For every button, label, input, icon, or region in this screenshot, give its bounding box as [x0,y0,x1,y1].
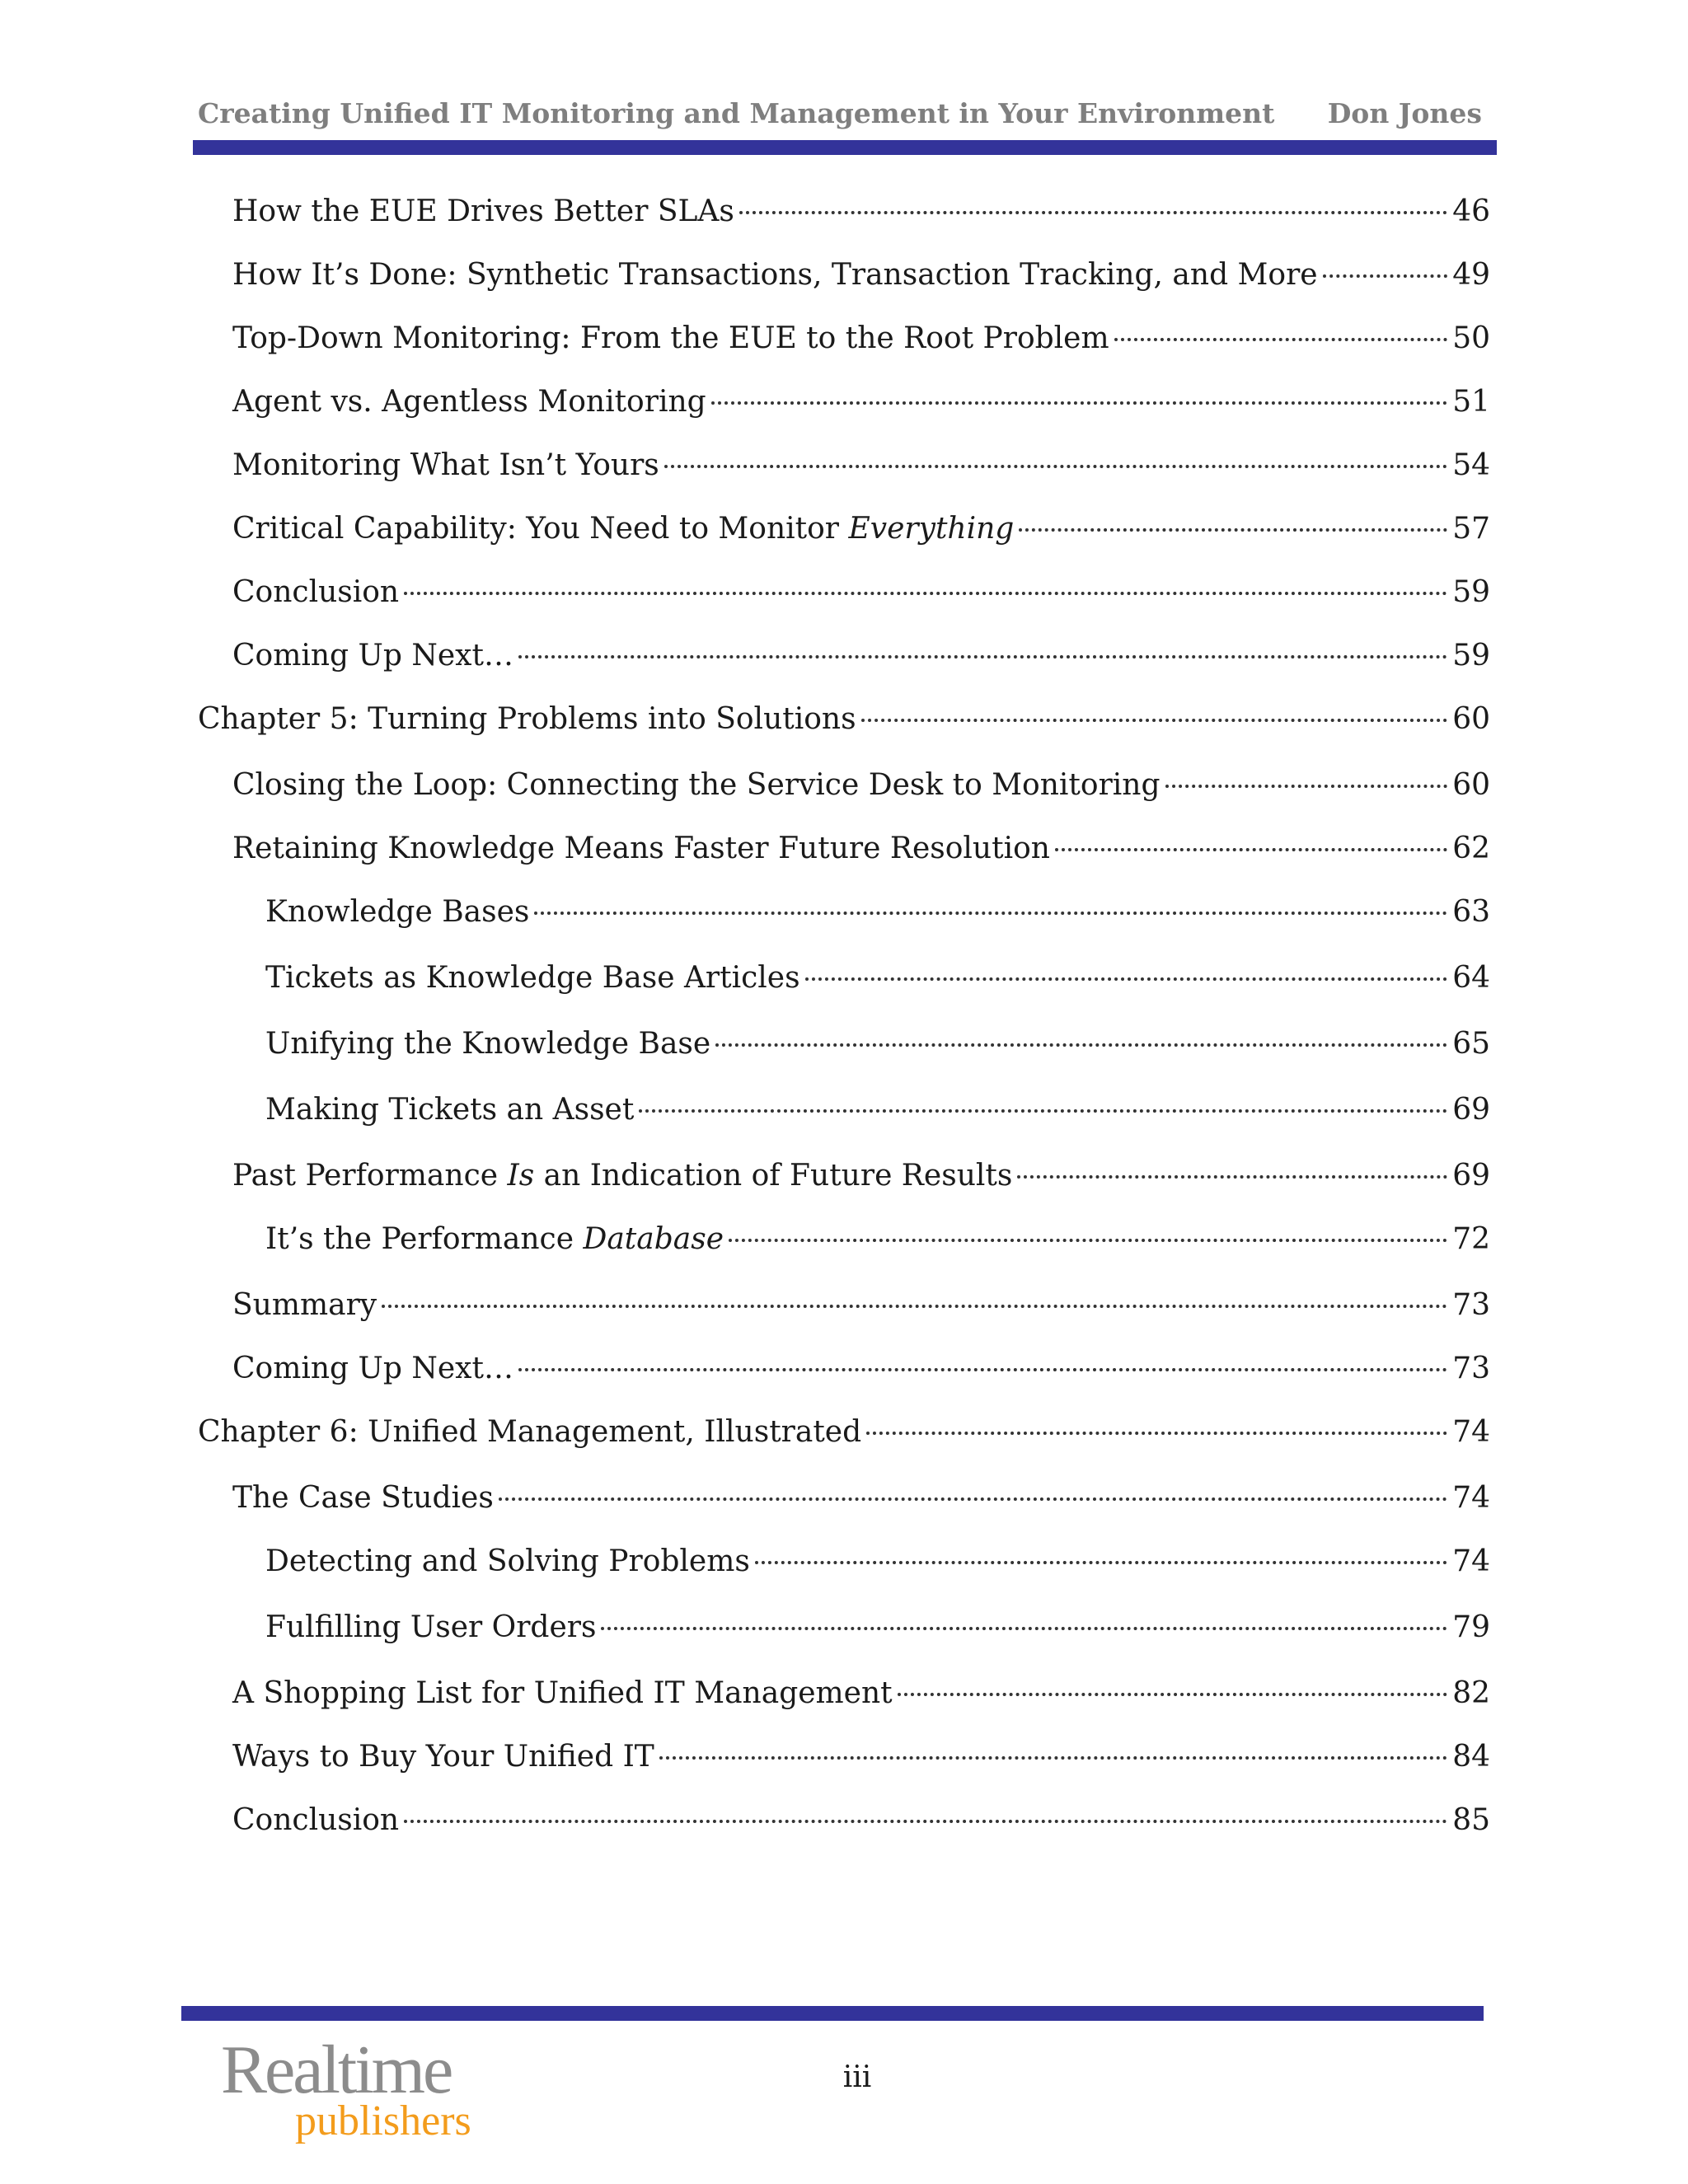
toc-entry-page: 46 [1452,194,1490,228]
dot-leader [534,912,1447,915]
toc-entry-title: Summary [232,1288,377,1322]
dot-leader [898,1693,1448,1696]
toc-subentry[interactable] [265,1027,1490,1073]
toc-entry[interactable] [232,1481,1490,1527]
toc-entry-title: Tickets as Knowledge Base Articles [265,961,800,995]
dot-leader [518,1368,1447,1371]
dot-leader [861,719,1448,722]
toc-subentry[interactable] [265,961,1490,1007]
dot-leader [601,1627,1447,1630]
toc-title-part: Past Performance [232,1159,508,1193]
toc-entry-page: 49 [1452,258,1490,292]
toc-entry-title: How It’s Done: Synthetic Transactions, Transaction Tracking, and More [232,258,1318,292]
toc-title-part: an Indication of Future Results [534,1159,1013,1193]
dot-leader [755,1561,1447,1564]
toc-entry[interactable] [232,258,1490,304]
toc-entry-title: A Shopping List for Unified IT Management [232,1676,893,1710]
toc-entry-page: 69 [1452,1159,1490,1193]
dot-leader [1323,274,1448,278]
toc-entry[interactable] [232,639,1490,685]
toc-title-emphasis: Is [507,1159,535,1193]
toc-entry-page: 63 [1452,895,1490,929]
toc-entry-page: 74 [1452,1481,1490,1515]
toc-entry-title: Detecting and Solving Problems [265,1544,750,1578]
toc-subentry[interactable] [265,1093,1490,1139]
dot-leader [1019,528,1447,532]
toc-entry[interactable] [232,321,1490,368]
dot-leader [805,977,1448,981]
toc-entry[interactable] [232,1288,1490,1334]
toc-subentry[interactable] [265,1610,1490,1657]
toc-entry[interactable] [232,448,1490,494]
toc-entry-page: 62 [1452,832,1490,865]
toc-title-emphasis: Everything [848,512,1015,546]
toc-subentry[interactable] [265,1222,1490,1268]
dot-leader [639,1109,1447,1113]
toc-entry-page: 73 [1452,1352,1490,1385]
toc-entry-title [232,512,1014,546]
toc-entry-page: 57 [1452,512,1490,546]
dot-leader [1114,338,1448,341]
toc-entry-title: Agent vs. Agentless Monitoring [232,385,706,419]
toc-entry-page: 60 [1452,702,1490,736]
toc-entry-page: 85 [1452,1803,1490,1837]
toc-entry-page: 65 [1452,1027,1490,1061]
dot-leader [499,1497,1447,1501]
toc-entry-title: Retaining Knowledge Means Faster Future Resolution [232,832,1050,865]
page-header [198,97,1492,135]
dot-leader [1055,848,1447,851]
page-number: iii [842,2060,872,2094]
toc-entry-title: Chapter 6: Unified Management, Illustrated [198,1415,862,1449]
toc-entry-page: 73 [1452,1288,1490,1322]
toc-entry-page: 72 [1452,1222,1490,1256]
toc-entry-page: 74 [1452,1415,1490,1449]
toc-entry-page: 79 [1452,1610,1490,1644]
toc-subentry[interactable] [265,895,1490,941]
toc-entry-title: Closing the Loop: Connecting the Service Desk to Monitoring [232,768,1160,802]
footer-rule [181,2006,1484,2021]
toc-entry[interactable] [232,1676,1490,1722]
toc-entry[interactable] [232,1352,1490,1398]
dot-leader [664,465,1447,468]
dot-leader [711,401,1448,405]
dot-leader [739,211,1447,214]
toc-chapter-entry[interactable] [198,1415,1490,1461]
dot-leader [729,1239,1447,1242]
toc-chapter-entry[interactable] [198,702,1490,748]
toc-entry-page: 50 [1452,321,1490,355]
header-rule [193,140,1497,155]
toc-entry-title: Unifying the Knowledge Base [265,1027,711,1061]
toc-entry[interactable] [232,512,1490,558]
toc-title-part: It’s the Performance [265,1222,584,1256]
toc-entry-page: 64 [1452,961,1490,995]
logo-wordmark-top: Realtime [221,2032,452,2108]
toc-entry-title: How the EUE Drives Better SLAs [232,194,734,228]
dot-leader [1017,1175,1447,1179]
toc-entry-title: Knowledge Bases [265,895,530,929]
toc-entry[interactable] [232,1159,1490,1205]
toc-entry[interactable] [232,385,1490,431]
toc-entry[interactable] [232,575,1490,621]
logo-wordmark-bottom: publishers [295,2097,471,2144]
dot-leader [1165,785,1448,788]
toc-entry-page: 84 [1452,1740,1490,1774]
toc-entry-page: 59 [1452,575,1490,609]
toc-entry-title: Chapter 5: Turning Problems into Solutions [198,702,856,736]
toc-entry[interactable] [232,1740,1490,1786]
toc-entry-page: 74 [1452,1544,1490,1578]
realtime-publishers-logo [221,2032,485,2151]
author-name: Don Jones [1327,97,1482,129]
toc-entry-title: Conclusion [232,575,400,609]
toc-entry-title: Coming Up Next… [232,639,513,673]
dot-leader [404,592,1447,595]
toc-entry-title: Ways to Buy Your Unified IT [232,1740,654,1774]
toc-entry-page: 69 [1452,1093,1490,1127]
toc-entry-page: 59 [1452,639,1490,673]
toc-entry-page: 51 [1452,385,1490,419]
toc-entry[interactable] [232,768,1490,814]
toc-title-part: Critical Capability: You Need to Monitor [232,512,849,546]
dot-leader [518,655,1447,658]
dot-leader [715,1043,1447,1047]
toc-entry-title: Coming Up Next… [232,1352,513,1385]
toc-entry[interactable] [232,194,1490,241]
toc-entry-page: 60 [1452,768,1490,802]
toc-entry-page: 82 [1452,1676,1490,1710]
toc-entry-title: Making Tickets an Asset [265,1093,635,1127]
toc-entry-title: Conclusion [232,1803,400,1837]
toc-entry-title: Monitoring What Isn’t Yours [232,448,659,482]
toc-entry-page: 54 [1452,448,1490,482]
toc-entry-title [232,1159,1012,1193]
dot-leader [382,1305,1447,1308]
toc-entry-title [265,1222,724,1256]
toc-entry-title: Top-Down Monitoring: From the EUE to the Root Problem [232,321,1109,355]
toc-title-emphasis: Database [583,1222,724,1256]
dot-leader [866,1432,1447,1435]
toc-entry[interactable] [232,1803,1490,1849]
toc-entry[interactable] [232,832,1490,878]
dot-leader [659,1756,1447,1760]
dot-leader [404,1820,1447,1823]
toc-entry-title: Fulfilling User Orders [265,1610,597,1644]
toc-subentry[interactable] [265,1544,1490,1591]
toc-entry-title: The Case Studies [232,1481,494,1515]
document-title: Creating Unified IT Monitoring and Management in Your Environment [198,97,1275,129]
